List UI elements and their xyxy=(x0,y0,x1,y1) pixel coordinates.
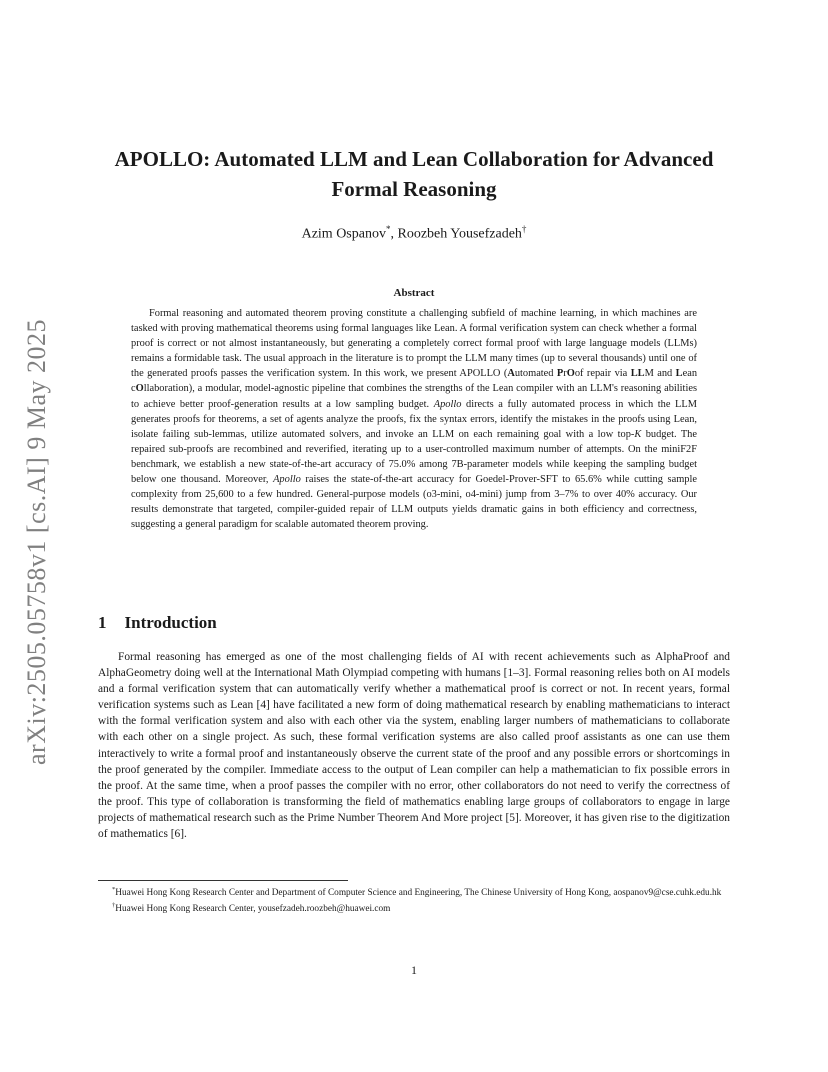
author-footnote-mark: * xyxy=(385,224,391,234)
section-heading xyxy=(98,613,217,633)
acronym-letter: L xyxy=(675,368,683,380)
section-title: Introduction xyxy=(124,613,217,632)
footnote-mark: † xyxy=(112,901,116,909)
acronym-letter: L xyxy=(630,368,638,380)
footnote-text: Huawei Hong Kong Research Center and Department of Computer Science and Engineering, The Chinese University of Hong Kong, aospanov9@cse.cuhk.edu.hk xyxy=(115,888,722,899)
acronym-rest: M and xyxy=(644,368,676,380)
footnote xyxy=(98,900,730,916)
acronym-rest: ean c xyxy=(131,368,698,395)
acronym-letter: O xyxy=(135,383,144,395)
page-number: 1 xyxy=(411,963,417,977)
section-number: 1 xyxy=(98,613,107,632)
introduction-paragraph: Formal reasoning has emerged as one of the most challenging fields of AI with recent achievements such as AlphaProof and AlphaGeometry doing well at the International Math Olympiad competing with humans [1–3]. Formal reasoning relies both on AI models and a formal verification system that can automatically verify whether a mathematical proof is correct or not. In recent years, formal verification systems such as Lean [4] have facilitated a new form of doing mathematical research by enabling mathematicians to interact with the formal verification system and also with each other via the system, enabling larger numbers of mathematicians to collaborate with each other on a single project. As such, these formal verification systems are also called proof assistants as one can use them interactively to write a formal proof and instantaneously observe the current state of the proof and any possible errors or shortcomings in the proof generated by the compiler. Immediate access to the output of Lean compiler can help a mathematician to fix possible errors in the proof. At the same time, when a proof passes the compiler with no error, other collaborators do not need to verify the correctness of the proof. This type of collaboration is transforming the field of mathematics enabling large groups of collaborators to engage in large projects of mathematical research such as the Prime Number Theorem And More project [5]. Moreover, it has given rise to the digitization of mathematics [6]. xyxy=(98,651,730,841)
k-italic: K xyxy=(634,428,642,440)
footnote-mark: * xyxy=(112,886,116,893)
acronym-rest: of repair via xyxy=(574,368,631,380)
abstract-text xyxy=(131,306,697,532)
footnotes xyxy=(98,884,730,916)
author-name: Azim Ospanov xyxy=(301,226,386,242)
footnote xyxy=(98,884,730,900)
apollo-italic: Apollo xyxy=(273,474,301,486)
apollo-italic: Apollo xyxy=(433,398,462,410)
abstract-segment: Formal reasoning and automated theorem proving constitute a challenging subfield of machine learning, in which machines are tasked with proving mathematical theorems using formal languages like Lean. A formal verification system can check whether a formal proof is correct or not almost instantaneously, but generating a completely correct formal proof with large language models (LLMs) remains a formidable task. The usual approach in the literature is to prompt the LLM many times (up to several thousands) until one of the generated proofs passes the verification system. In this work, we present APOLLO ( xyxy=(131,308,697,380)
paper-title: APOLLO: Automated LLM and Lean Collaboration for Advanced Formal Reasoning xyxy=(114,147,714,201)
abstract-heading: Abstract xyxy=(393,287,435,299)
abstract-segment: raises the state-of-the-art accuracy for Goedel-Prover-SFT to 65.6% while cutting sample complexity from 25,600 to a few hundred. General-purpose models (o3-mini, o4-mini) jump from 3–7% to over 40% accuracy. Our results demonstrate that targeted, compiler-guided repair of LLM outputs yields dramatic gains in both efficiency and correctness, suggesting a general paradigm for scalable automated theorem proving. xyxy=(131,474,697,531)
acronym-letter: P xyxy=(556,368,564,380)
author-footnote-mark: † xyxy=(521,224,527,234)
abstract-segment: ), a modular, model-agnostic pipeline that combines the strengths of the Lean compiler with an LLM's reasoning abilities to achieve better proof-generation results at a low sampling budget. xyxy=(131,383,697,410)
author-name: Roozbeh Yousefzadeh xyxy=(397,226,522,242)
author-list xyxy=(100,224,728,243)
acronym-letter: O xyxy=(566,368,575,380)
acronym-rest: llaboration xyxy=(143,383,189,395)
acronym-letter: L xyxy=(637,368,645,380)
abstract-segment: budget. The repaired sub-proofs are recombined and reverified, iterating up to a user-controlled maximum number of attempts. On the miniF2F benchmark, we establish a new state-of-the-art accuracy of 75.0% among 7B-parameter models while keeping the sampling budget below one thousand. Moreover, xyxy=(131,428,697,486)
acronym-rest: utomated xyxy=(514,368,557,380)
footnote-divider xyxy=(98,880,348,881)
arxiv-identifier-stamp: arXiv:2505.05758v1 [cs.AI] 9 May 2025 xyxy=(22,319,51,765)
acronym-letter: A xyxy=(507,368,515,380)
footnote-text: Huawei Hong Kong Research Center, yousefzadeh.roozbeh@huawei.com xyxy=(115,903,391,914)
author-separator: , xyxy=(390,226,398,242)
abstract-segment: directs a fully automated process in which the LLM generates proofs for theorems, a set of agents analyze the proofs, fix the syntax errors, identify the mistakes in the proofs using Lean, isolate failing sub-lemmas, utilize automated solvers, and invoke an LLM on each remaining goal with a low top- xyxy=(131,398,697,440)
acronym-rest: r xyxy=(563,368,567,380)
